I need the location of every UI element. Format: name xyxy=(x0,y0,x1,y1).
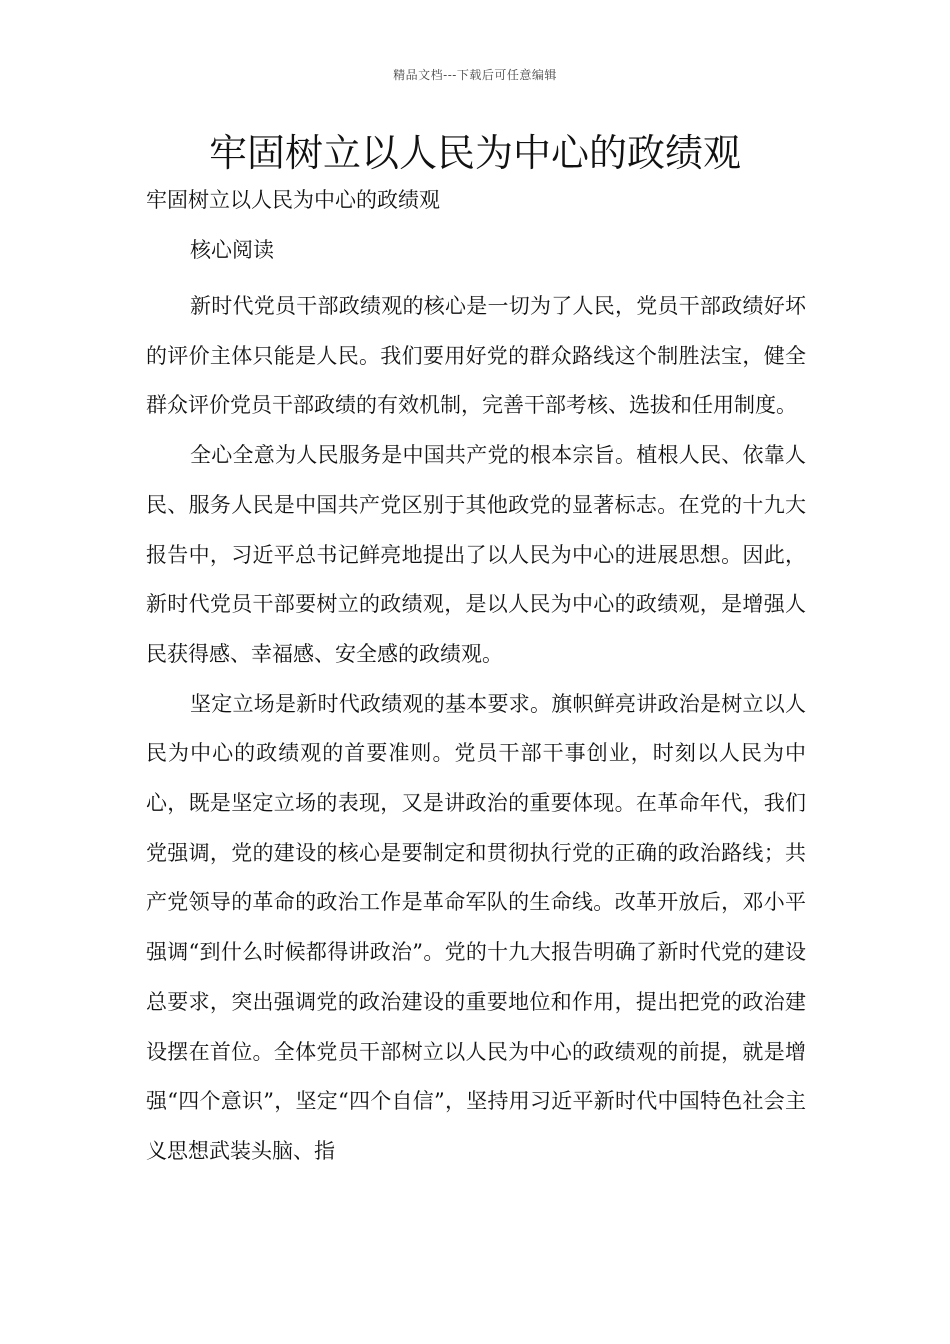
document-title: 牢固树立以人民为中心的政绩观 xyxy=(208,131,741,175)
section-label: 核心阅读 xyxy=(190,238,274,262)
paragraph: 新时代党员干部政绩观的核心是一切为了人民，党员干部政绩好坏的评价主体只能是人民。我们要用好党的群众路线这个制胜法宝，健全群众评价党员干部政绩的有效机制，完善干部考核、选拔和任用制度。 xyxy=(146,294,806,418)
paragraph: 坚定立场是新时代政绩观的基本要求。旗帜鲜亮讲政治是树立以人民为中心的政绩观的首要准则。党员干部干事创业，时刻以人民为中心，既是坚定立场的表现，又是讲政治的重要体现。在革命年代，我们党强调，党的建设的核心是要制定和贯彻执行党的正确的政治路线；共产党领导的革命的政治工作是革命军队的生命线。改革开放后，邓小平强调“到什么时候都得讲政治”。党的十九大报告明确了新时代党的建设总要求，突出强调党的政治建设的重要地位和作用，提出把党的政治建设摆在首位。全体党员干部树立以人民为中心的政绩观的前提，就是增强“四个意识”，坚定“四个自信”，坚持用习近平新时代中国特色社会主义思想武装头脑、指 xyxy=(146,691,806,1163)
document-subtitle: 牢固树立以人民为中心的政绩观 xyxy=(146,188,440,212)
header-note: 精品文档---下载后可任意编辑 xyxy=(393,68,557,82)
document-body xyxy=(146,282,806,1177)
paragraph: 全心全意为人民服务是中国共产党的根本宗旨。植根人民、依靠人民、服务人民是中国共产党区别于其他政党的显著标志。在党的十九大报告中，习近平总书记鲜亮地提出了以人民为中心的进展思想。因此，新时代党员干部要树立的政绩观，是以人民为中心的政绩观，是增强人民获得感、幸福感、安全感的政绩观。 xyxy=(146,443,806,666)
